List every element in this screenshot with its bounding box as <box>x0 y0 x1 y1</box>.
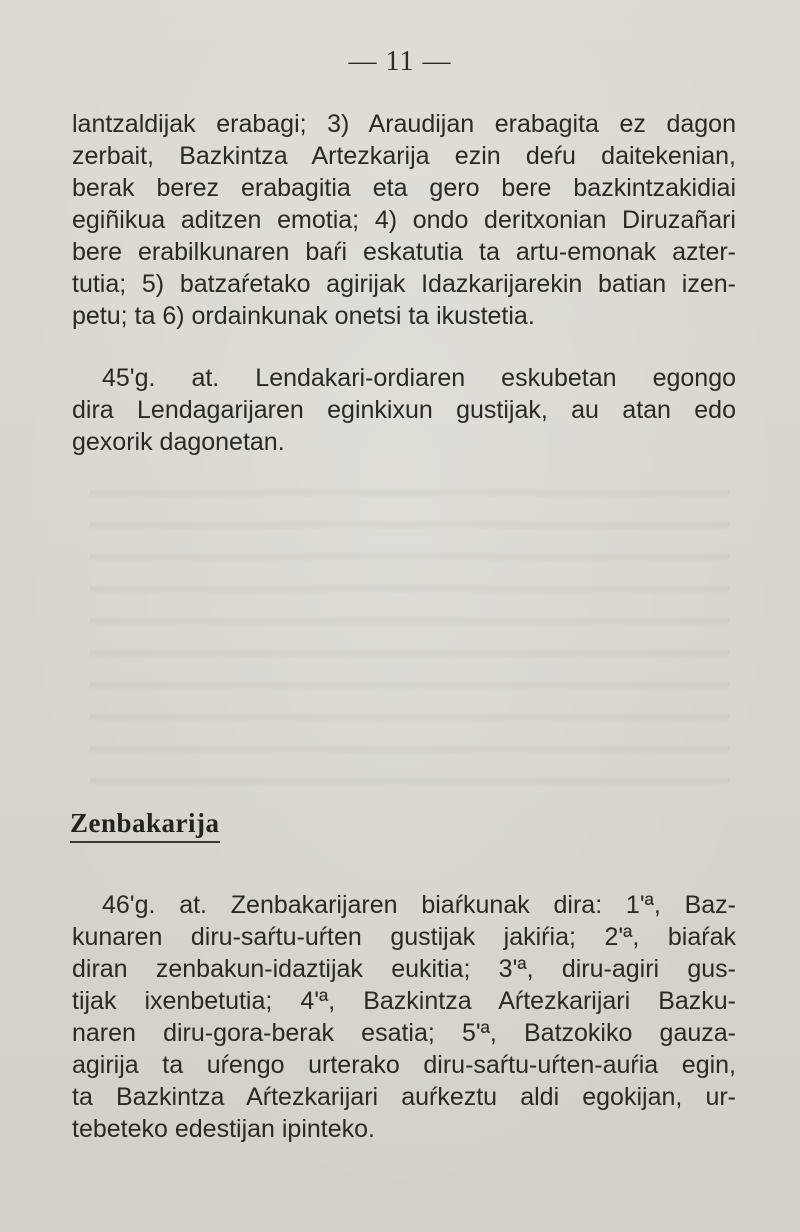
section-heading: Zenbakarija <box>70 808 220 843</box>
text-line: agirija ta uŕengo urterako diru-saŕtu-uŕten-auŕia egin, <box>72 1051 736 1079</box>
text-line: petu; ta 6) ordainkunak onetsi ta ikustetia. <box>72 302 535 330</box>
page-number: — 11 — <box>348 46 452 77</box>
text-line: dira Lendagarijaren eginkixun gustijak, au atan edo <box>72 396 736 424</box>
text-line: ta Bazkintza Aŕtezkarijari auŕkeztu aldi egokijan, ur- <box>72 1083 736 1111</box>
text-line: tutia; 5) batzaŕetako agirijak Idazkarijarekin batian izen- <box>72 270 736 298</box>
text-line: 45'g. at. Lendakari-ordiaren eskubetan egongo <box>102 364 736 392</box>
text-line: diran zenbakun-idaztijak eukitia; 3'ª, diru-agiri gus- <box>72 955 736 983</box>
text-line: tebeteko edestijan ipinteko. <box>72 1115 375 1143</box>
text-line: kunaren diru-saŕtu-uŕten gustijak jakiŕia; 2'ª, biaŕak <box>72 923 736 951</box>
paragraph-article-45 <box>72 362 736 458</box>
text-line: egiñikua aditzen emotia; 4) ondo deritxonian Diruzañari <box>72 206 736 234</box>
text-line: tijak ixenbetutia; 4'ª, Bazkintza Aŕtezkarijari Bazku- <box>72 987 736 1015</box>
text-line: bere erabilkunaren baŕi eskatutia ta artu-emonak azter- <box>72 238 736 266</box>
text-line: 46'g. at. Zenbakarijaren biaŕkunak dira: 1'ª, Baz- <box>102 891 736 919</box>
paragraph-article-46 <box>72 889 736 1145</box>
text-line: zerbait, Bazkintza Artezkarija ezin deŕu daitekenian, <box>72 142 736 170</box>
text-line: berak berez erabagitia eta gero bere bazkintzakidiai <box>72 174 736 202</box>
text-line: gexorik dagonetan. <box>72 428 285 456</box>
paragraph-article-44-continuation <box>72 108 736 332</box>
show-through-texture <box>90 470 730 800</box>
text-line: lantzaldijak erabagi; 3) Araudijan erabagita ez dagon <box>72 110 736 138</box>
text-line: naren diru-gora-berak esatia; 5'ª, Batzokiko gauza- <box>72 1019 736 1047</box>
